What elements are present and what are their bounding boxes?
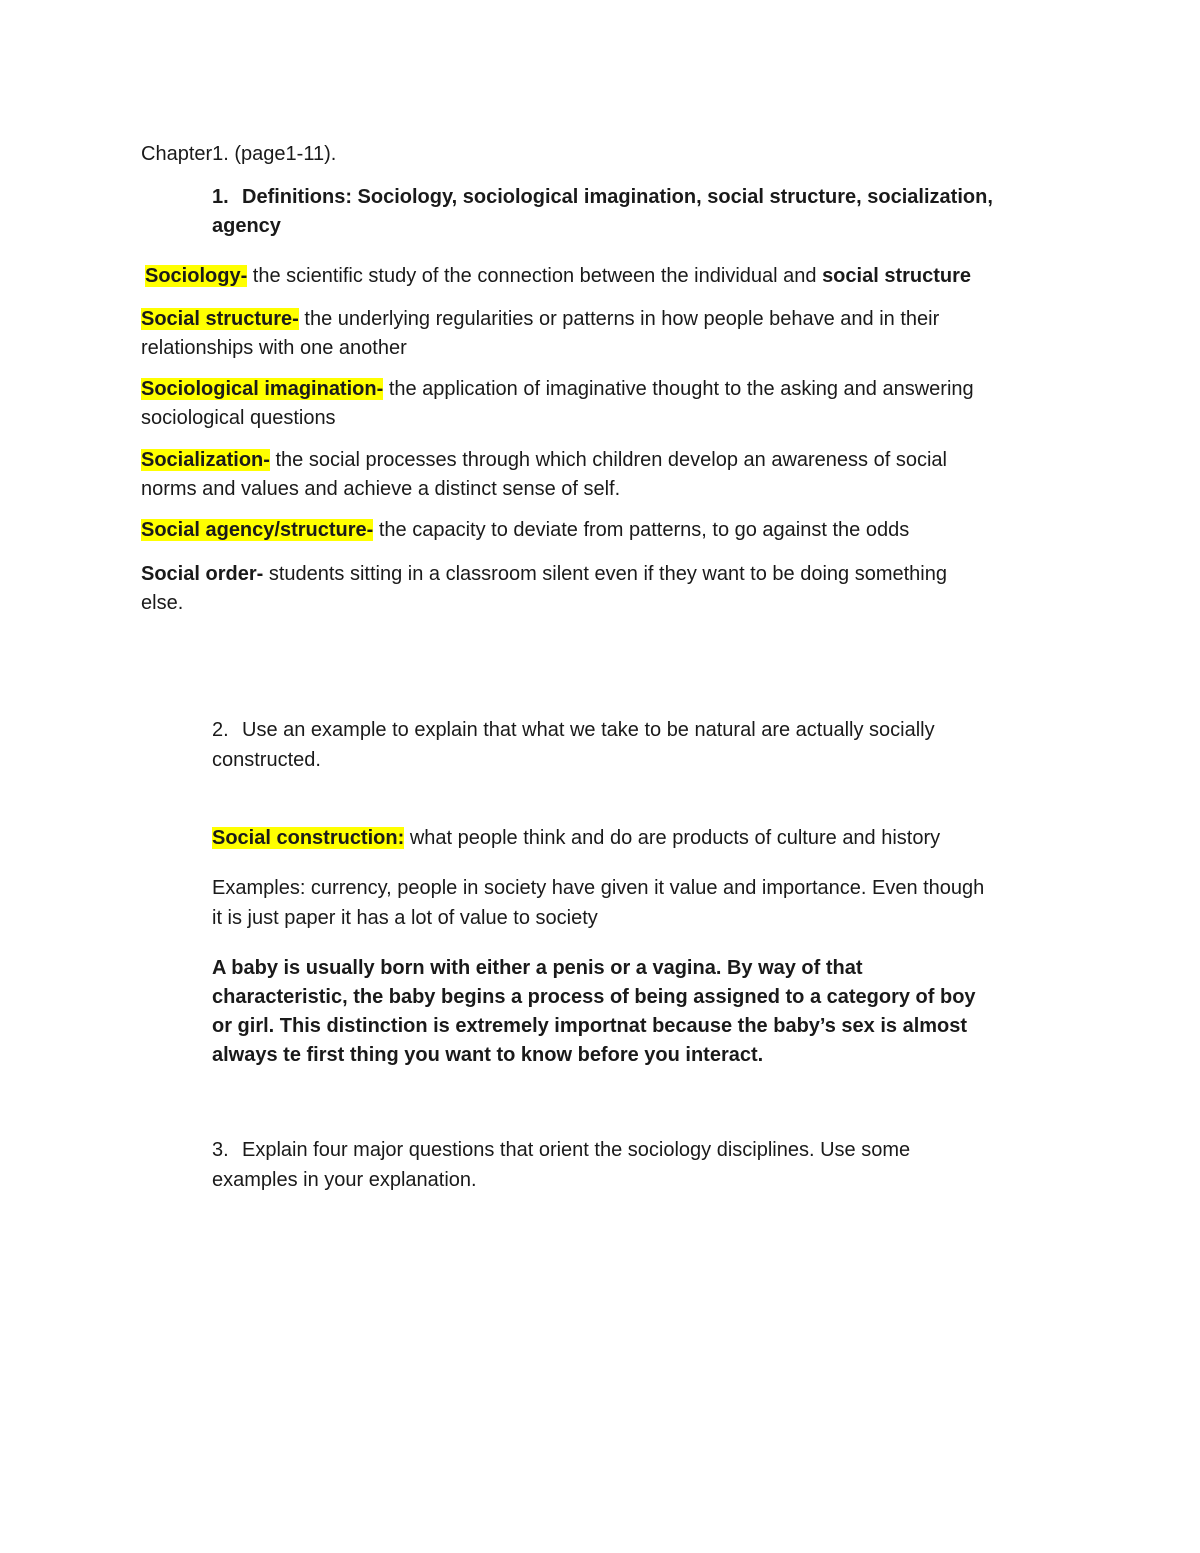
- definition-term: Social structure-: [141, 308, 299, 330]
- social-construction-definition: Social construction: what people think and do are products of culture and history: [212, 827, 941, 849]
- question-3: 3. Explain four major questions that orient the sociology disciplines. Use some examples in your explanation.: [212, 1139, 911, 1191]
- definition-sociological-imagination: Sociological imagination- the application of imaginative thought to the asking and answering sociological questions: [141, 378, 974, 429]
- definition-term: Socialization-: [141, 449, 270, 471]
- chapter-heading: Chapter1. (page1-11).: [141, 143, 337, 165]
- definition-term: Social order-: [141, 563, 264, 585]
- definition-socialization: Socialization- the social processes through which children develop an awareness of social norms and values and achieve a distinct sense of self.: [141, 449, 947, 500]
- definition-term: Social agency/structure-: [141, 519, 374, 541]
- definition-term: Social construction:: [212, 827, 405, 849]
- examples-paragraph: Examples: currency, people in society have given it value and importance. Even though it is just paper it has a lot of value to society: [212, 877, 985, 929]
- baby-paragraph: A baby is usually born with either a penis or a vagina. By way of that characteristic, the baby begins a process of being assigned to a category of boy or girl. This distinction is extremely importnat because the baby’s sex is almost always te first thing you want to know before you interact.: [212, 957, 976, 1066]
- definition-social-order: Social order- students sitting in a classroom silent even if they want to be doing something else.: [141, 563, 947, 614]
- definition-term: Sociological imagination-: [141, 378, 384, 400]
- definition-social-structure: Social structure- the underlying regularities or patterns in how people behave and in their relationships with one another: [141, 308, 940, 359]
- question-2: 2. Use an example to explain that what we take to be natural are actually socially constructed.: [212, 719, 935, 771]
- question-1: 1. Definitions: Sociology, sociological imagination, social structure, socialization, agency: [212, 186, 993, 237]
- definition-sociology: Sociology- the scientific study of the connection between the individual and social structure: [145, 265, 972, 287]
- definition-term: Sociology-: [145, 265, 248, 287]
- definition-social-agency: Social agency/structure- the capacity to deviate from patterns, to go against the odds: [141, 519, 910, 541]
